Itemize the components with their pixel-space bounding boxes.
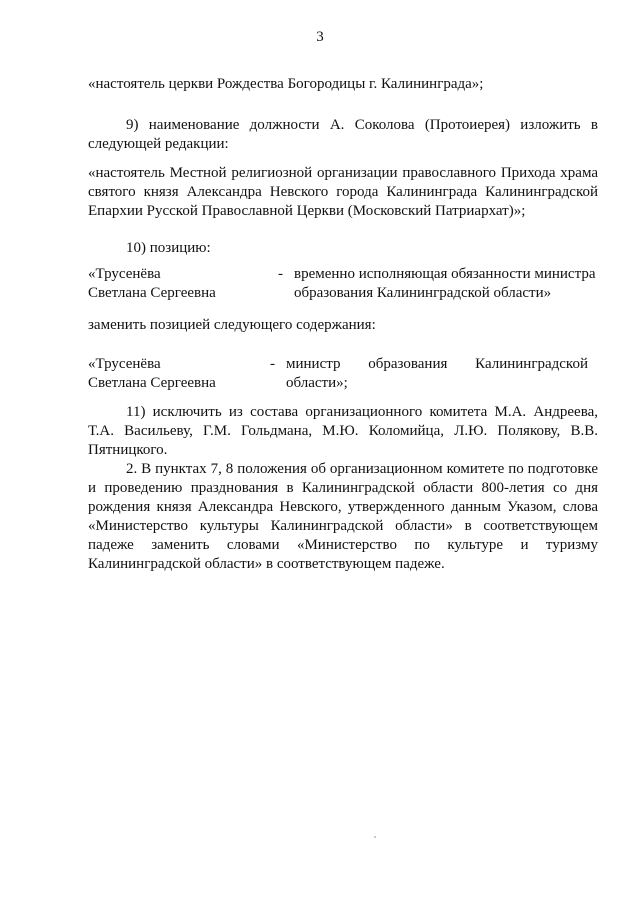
scan-speck xyxy=(374,836,376,838)
page-number: 3 xyxy=(316,29,324,45)
person-name: «Трусенёва Светлана Сергеевна xyxy=(88,356,216,391)
paragraph-new-title: «настоятель Местной религиозной организации православного Прихода храма святого князя Александра Невского города Калининграда Калининградской Епархии Русской Православной Церкви (Московский Патриархат)»; xyxy=(88,165,598,219)
paragraph-church-title: «настоятель церкви Рождества Богородицы г. Калининграда»; xyxy=(88,76,484,92)
person-position: министр образования Калининградской области»; xyxy=(286,356,588,391)
person-name: «Трусенёва Светлана Сергеевна xyxy=(88,266,216,301)
paragraph-section-2: 2. В пунктах 7, 8 положения об организационном комитете по подготовке и проведению празднования в Калининградской области 800-летия со дня рождения князя Александра Невского, утвержденного данным Указом, слова «Министерство культуры Калининградской области» в соответствующем падеже заменить словами «Министерство по культуре и туризму Калининградской области» в соответствующем падеже. xyxy=(88,461,598,572)
person-position: временно исполняющая обязанности министра образования Калининградской области» xyxy=(294,266,596,301)
paragraph-item-10: 10) позицию: xyxy=(126,240,211,256)
paragraph-item-9: 9) наименование должности А. Соколова (Протоиерея) изложить в следующей редакции: xyxy=(88,117,598,152)
paragraph-item-11: 11) исключить из состава организационного комитета М.А. Андреева, Т.А. Васильеву, Г.М. Гольдмана, М.Ю. Коломийца, Л.Ю. Полякову, В.В. Пятницкого. xyxy=(88,404,598,458)
entry-dash: - xyxy=(278,266,283,282)
paragraph-replace: заменить позицией следующего содержания: xyxy=(88,317,376,333)
entry-dash: - xyxy=(270,356,275,372)
